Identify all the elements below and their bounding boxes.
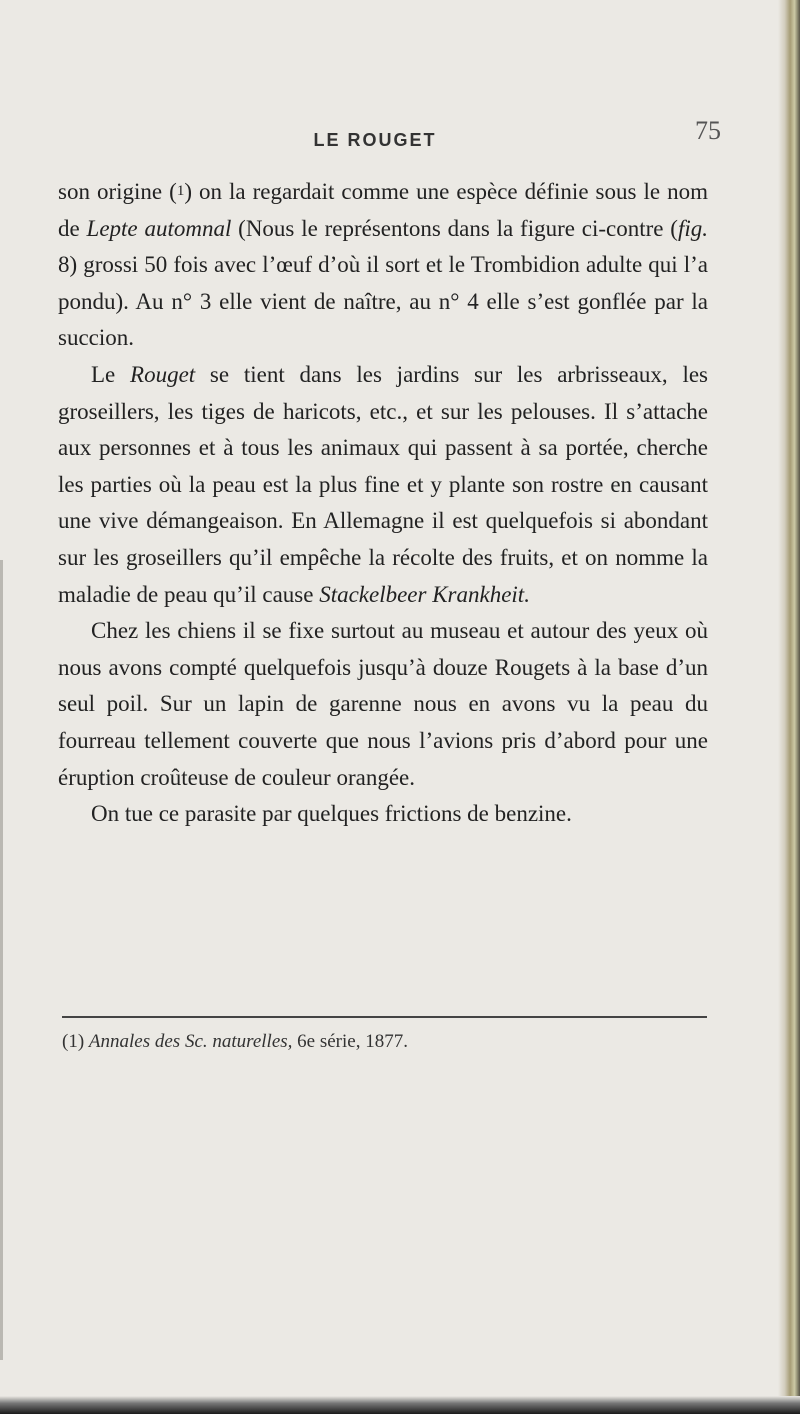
p1-text-a: son origine ( bbox=[58, 179, 177, 204]
page-right-edge bbox=[778, 0, 800, 1414]
p1-italic-lepte: Lepte automnal bbox=[86, 215, 232, 241]
p1-text-d: 8) grossi 50 fois avec l’œuf d’où il sort et le Trombidion adulte qui l’a pondu). Au n° 3 elle vient de naître, au n° 4 elle s’est gonflée par la succion. bbox=[58, 252, 708, 351]
footnote-italic: Annales des Sc. naturelles, bbox=[88, 1031, 293, 1052]
p2-italic-rouget: Rouget bbox=[130, 361, 196, 387]
page-header bbox=[0, 116, 800, 168]
body-text bbox=[58, 173, 708, 833]
page-number: 75 bbox=[695, 116, 721, 145]
paragraph-2 bbox=[58, 357, 708, 613]
p2-text-b: se tient dans les jardins sur les arbrisseaux, les groseillers, les tiges de haricots, etc., et sur les pelouses. Il s’attache aux personnes et à tous les animaux qui passent à sa portée, cherche les parties où la peau est la plus fine et y plante son rostre en causant une vive démangeaison. En Allemagne il est quelquefois si abondant sur les groseillers qu’il empêche la récolte des fruits, et on nomme la maladie de peau qu’il cause bbox=[58, 361, 708, 607]
p1-text-c: (Nous le représentons dans la figure ci-contre ( bbox=[231, 215, 678, 241]
page-bottom-edge bbox=[0, 1396, 800, 1414]
p4-text: On tue ce parasite par quelques frictions de benzine. bbox=[91, 801, 572, 827]
footnote-marker: (1) bbox=[62, 1031, 85, 1052]
footnote bbox=[62, 1031, 707, 1053]
p2-text-a: Le bbox=[91, 361, 131, 387]
paragraph-1 bbox=[58, 173, 708, 357]
page-left-edge bbox=[0, 560, 3, 1360]
footnote-rule bbox=[62, 1016, 707, 1018]
footnote-rest: 6e série, 1877. bbox=[292, 1031, 408, 1052]
p1-text-b: ) on la regardait comme une espèce définie sous le nom de bbox=[58, 179, 708, 241]
paragraph-3 bbox=[58, 613, 708, 796]
paragraph-4 bbox=[58, 796, 708, 833]
p2-italic-krankheit: Stackelbeer Krankheit. bbox=[319, 581, 530, 607]
footnote-ref: 1 bbox=[176, 183, 185, 199]
p3-text: Chez les chiens il se fixe surtout au museau et autour des yeux où nous avons compté quelquefois jusqu’à douze Rougets à la base d’un seul poil. Sur un lapin de garenne nous en avons vu la peau du fourreau tellement couverte que nous l’avions pris d’abord pour une éruption croûteuse de couleur orangée. bbox=[58, 618, 708, 790]
p1-italic-fig: fig. bbox=[677, 215, 708, 241]
running-head: LE ROUGET bbox=[313, 130, 437, 150]
